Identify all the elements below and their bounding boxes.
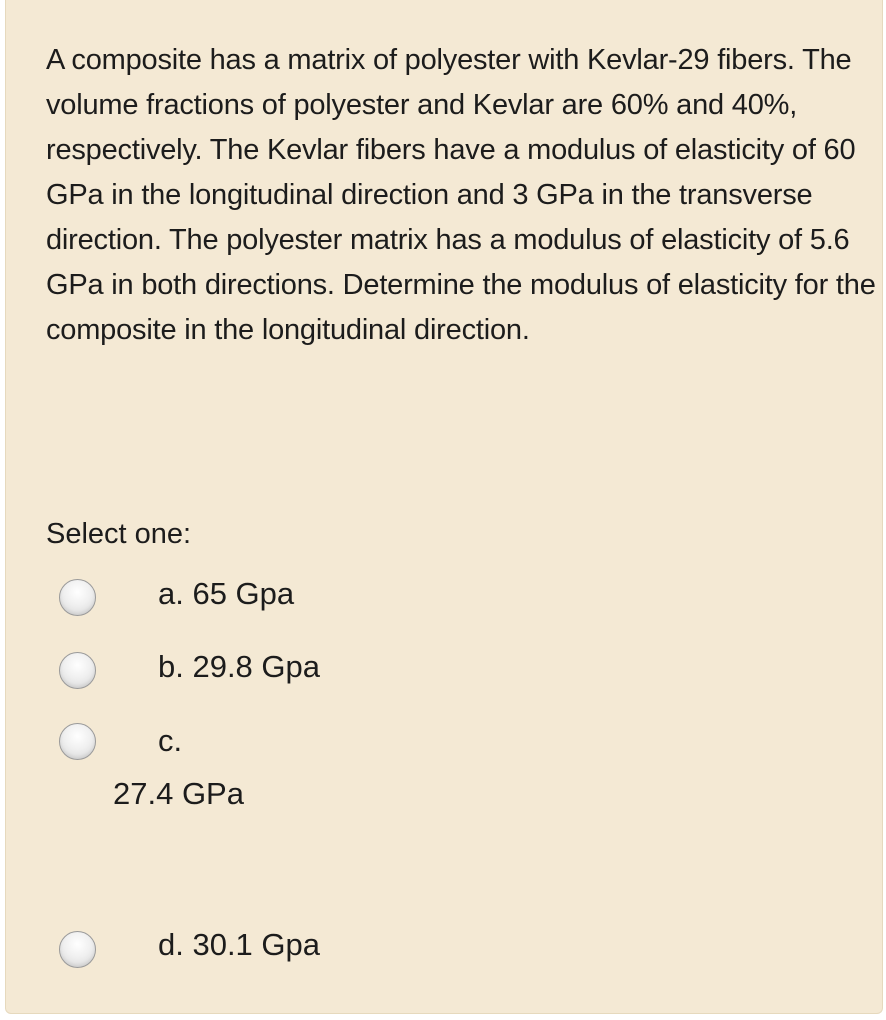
option-b-label[interactable]: b. 29.8 Gpa — [158, 649, 321, 684]
radio-button-d[interactable] — [59, 931, 96, 968]
option-c-label[interactable]: c. — [158, 723, 183, 758]
option-a-label[interactable]: a. 65 Gpa — [158, 576, 295, 611]
question-text: A composite has a matrix of polyester with Kevlar-29 fibers. The volume fractions of polyester and Kevlar are 60% and 40%, respectively. The Kevlar fibers have a modulus of elasticity of 60 GPa in the longitudinal direction and 3 GPa in the transverse direction. The polyester matrix has a modulus of elasticity of 5.6 GPa in both directions. Determine the modulus of elasticity for the composite in the longitudinal direction. — [46, 44, 876, 346]
option-d-label[interactable]: d. 30.1 Gpa — [158, 927, 321, 962]
radio-button-c[interactable] — [59, 723, 96, 760]
option-c-value[interactable]: 27.4 GPa — [113, 776, 244, 811]
question-card — [5, 0, 883, 1014]
radio-button-b[interactable] — [59, 652, 96, 689]
radio-button-a[interactable] — [59, 579, 96, 616]
select-one-prompt: Select one: — [46, 518, 192, 550]
